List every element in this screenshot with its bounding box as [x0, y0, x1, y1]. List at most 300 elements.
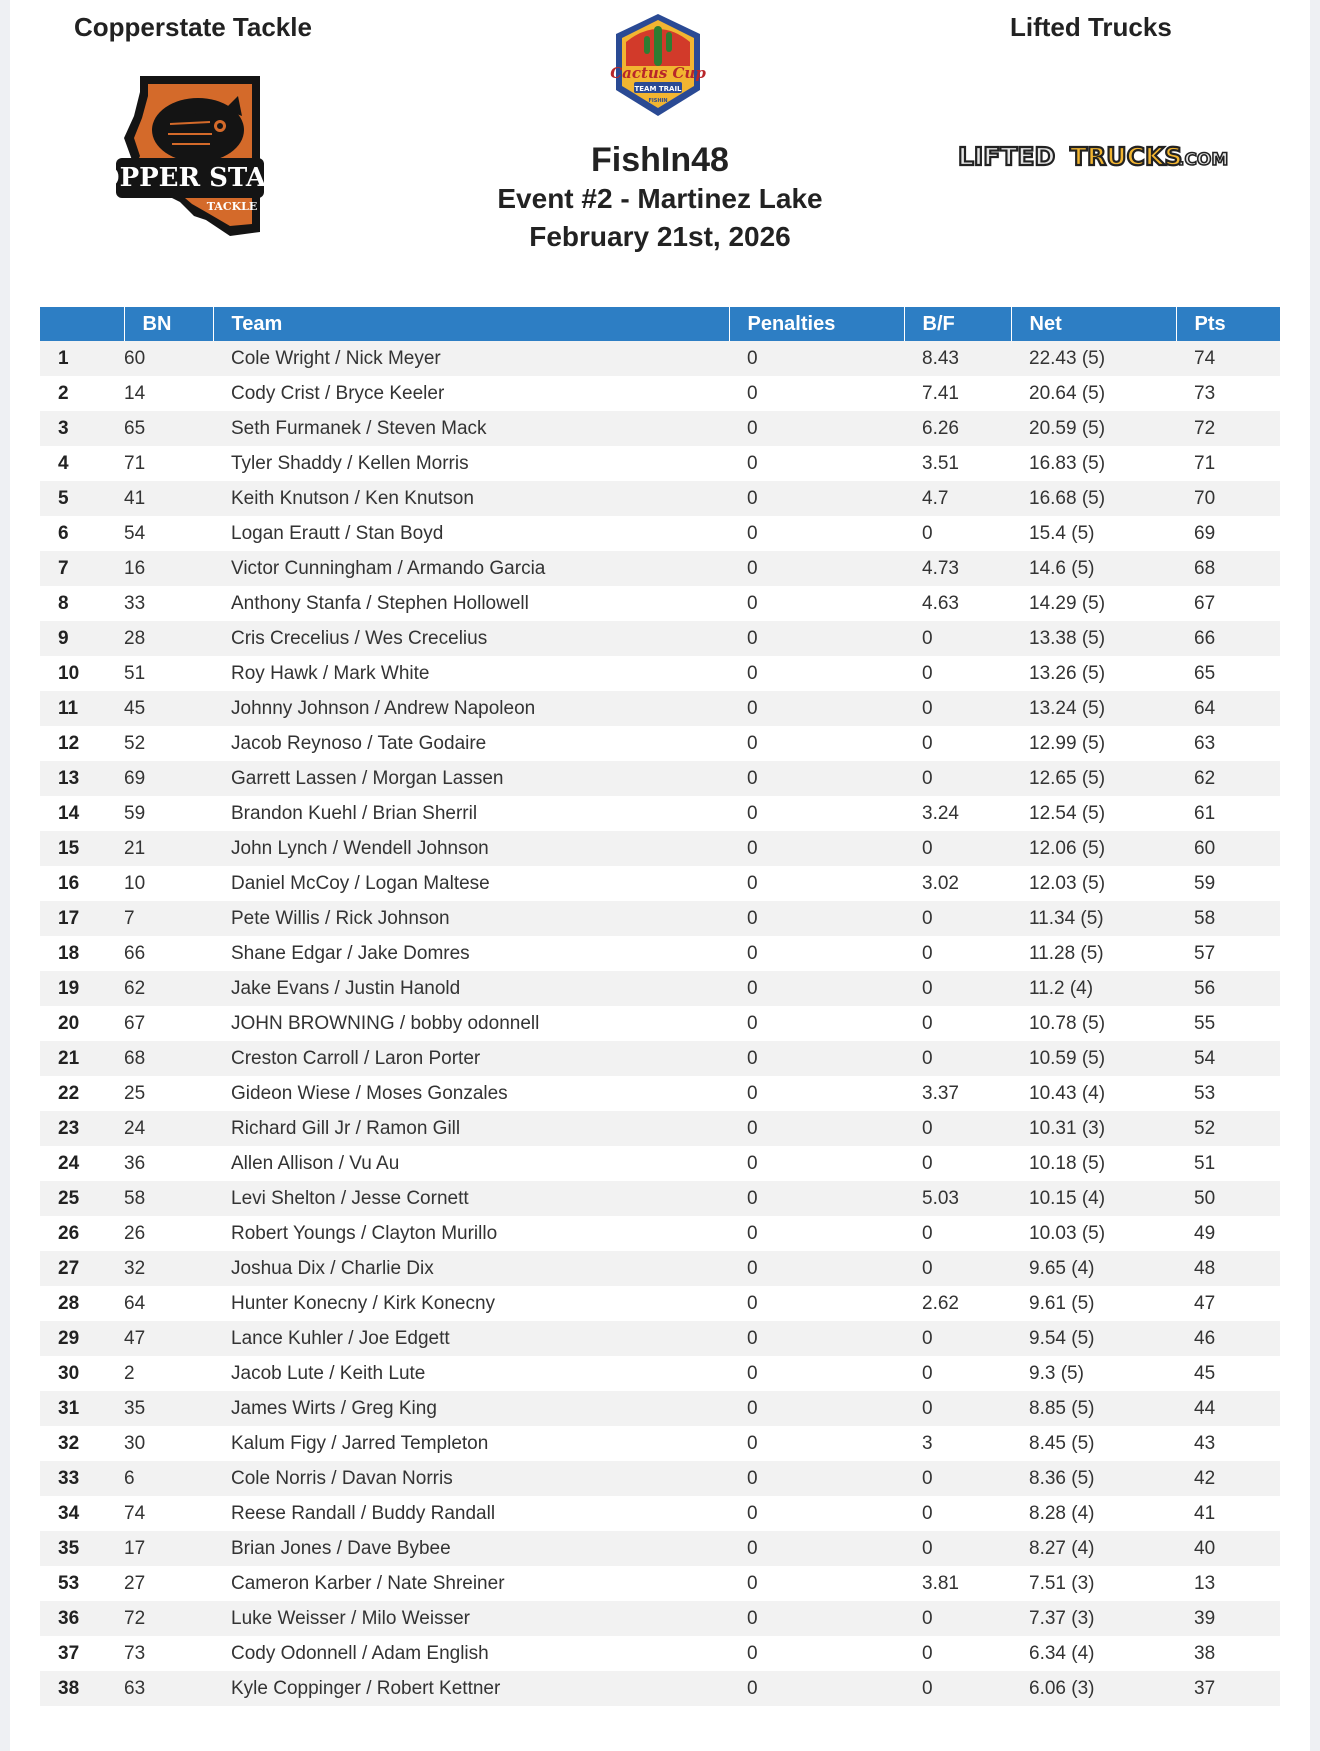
team-cell: Shane Edgar / Jake Domres [213, 936, 729, 971]
pts-cell: 44 [1176, 1391, 1280, 1426]
bn-cell: 45 [124, 691, 213, 726]
table-row [40, 1391, 1280, 1426]
left-sponsor-title: Copperstate Tackle [74, 12, 312, 42]
table-row [40, 1216, 1280, 1251]
pts-cell: 50 [1176, 1181, 1280, 1216]
penalties-cell: 0 [729, 1461, 904, 1496]
table-row [40, 831, 1280, 866]
bn-cell: 52 [124, 726, 213, 761]
table-row [40, 1041, 1280, 1076]
net-cell: 12.99 (5) [1011, 726, 1176, 761]
table-row [40, 1111, 1280, 1146]
penalties-cell: 0 [729, 761, 904, 796]
table-row [40, 1671, 1280, 1706]
team-cell: JOHN BROWNING / bobby odonnell [213, 1006, 729, 1041]
event-header [310, 140, 1010, 256]
table-row [40, 1356, 1280, 1391]
team-cell: Pete Willis / Rick Johnson [213, 901, 729, 936]
table-row [40, 1006, 1280, 1041]
net-cell: 13.24 (5) [1011, 691, 1176, 726]
team-cell: Seth Furmanek / Steven Mack [213, 411, 729, 446]
pts-cell: 52 [1176, 1111, 1280, 1146]
penalties-cell: 0 [729, 831, 904, 866]
penalties-cell: 0 [729, 1041, 904, 1076]
team-cell: Richard Gill Jr / Ramon Gill [213, 1111, 729, 1146]
team-cell: Anthony Stanfa / Stephen Hollowell [213, 586, 729, 621]
net-cell: 6.34 (4) [1011, 1636, 1176, 1671]
table-row [40, 1076, 1280, 1111]
place-cell: 27 [40, 1251, 124, 1286]
net-cell: 12.54 (5) [1011, 796, 1176, 831]
penalties-cell: 0 [729, 1321, 904, 1356]
penalties-cell: 0 [729, 341, 904, 376]
net-cell: 14.6 (5) [1011, 551, 1176, 586]
place-cell: 38 [40, 1671, 124, 1706]
pts-cell: 59 [1176, 866, 1280, 901]
table-row [40, 621, 1280, 656]
net-cell: 20.59 (5) [1011, 411, 1176, 446]
net-cell: 6.06 (3) [1011, 1671, 1176, 1706]
table-row [40, 1321, 1280, 1356]
place-cell: 30 [40, 1356, 124, 1391]
table-row [40, 656, 1280, 691]
copperstate-logo-text: COPPER STATE [76, 163, 304, 193]
penalties-cell: 0 [729, 376, 904, 411]
place-cell: 26 [40, 1216, 124, 1251]
penalties-cell: 0 [729, 481, 904, 516]
bn-cell: 6 [124, 1461, 213, 1496]
bn-cell: 32 [124, 1251, 213, 1286]
event-name: FishIn48 [591, 141, 729, 179]
team-cell: Cris Crecelius / Wes Crecelius [213, 621, 729, 656]
pts-cell: 63 [1176, 726, 1280, 761]
pts-cell: 67 [1176, 586, 1280, 621]
net-cell: 7.51 (3) [1011, 1566, 1176, 1601]
pts-cell: 43 [1176, 1426, 1280, 1461]
bf-cell: 0 [904, 726, 1011, 761]
event-date: February 21st, 2026 [529, 221, 791, 252]
pts-cell: 58 [1176, 901, 1280, 936]
bn-cell: 67 [124, 1006, 213, 1041]
penalties-cell: 0 [729, 1671, 904, 1706]
net-cell: 9.3 (5) [1011, 1356, 1176, 1391]
pts-cell: 47 [1176, 1286, 1280, 1321]
team-cell: Cameron Karber / Nate Shreiner [213, 1566, 729, 1601]
cactus-cup-logo-subtext: TEAM TRAIL [634, 85, 682, 93]
net-cell: 14.29 (5) [1011, 586, 1176, 621]
pts-cell: 42 [1176, 1461, 1280, 1496]
results-table [40, 307, 1280, 1706]
pts-cell: 45 [1176, 1356, 1280, 1391]
net-cell: 22.43 (5) [1011, 341, 1176, 376]
bf-cell: 3.51 [904, 446, 1011, 481]
bf-cell: 3.81 [904, 1566, 1011, 1601]
bn-cell: 69 [124, 761, 213, 796]
bn-cell: 35 [124, 1391, 213, 1426]
penalties-cell: 0 [729, 1601, 904, 1636]
team-cell: Tyler Shaddy / Kellen Morris [213, 446, 729, 481]
team-cell: John Lynch / Wendell Johnson [213, 831, 729, 866]
pts-cell: 72 [1176, 411, 1280, 446]
net-cell: 16.83 (5) [1011, 446, 1176, 481]
pts-cell: 61 [1176, 796, 1280, 831]
team-cell: Gideon Wiese / Moses Gonzales [213, 1076, 729, 1111]
bn-cell: 10 [124, 866, 213, 901]
bn-cell: 63 [124, 1671, 213, 1706]
place-cell: 22 [40, 1076, 124, 1111]
bn-cell: 30 [124, 1426, 213, 1461]
net-cell: 13.38 (5) [1011, 621, 1176, 656]
penalties-cell: 0 [729, 551, 904, 586]
bf-cell: 0 [904, 1216, 1011, 1251]
pts-cell: 73 [1176, 376, 1280, 411]
pts-cell: 71 [1176, 446, 1280, 481]
bf-cell: 3.37 [904, 1076, 1011, 1111]
team-cell: Reese Randall / Buddy Randall [213, 1496, 729, 1531]
place-cell: 8 [40, 586, 124, 621]
team-cell: Hunter Konecny / Kirk Konecny [213, 1286, 729, 1321]
bf-cell: 3.02 [904, 866, 1011, 901]
table-row [40, 1426, 1280, 1461]
bf-cell: 4.63 [904, 586, 1011, 621]
pts-cell: 54 [1176, 1041, 1280, 1076]
team-cell: James Wirts / Greg King [213, 1391, 729, 1426]
bn-cell: 21 [124, 831, 213, 866]
net-cell: 7.37 (3) [1011, 1601, 1176, 1636]
place-cell: 32 [40, 1426, 124, 1461]
place-cell: 21 [40, 1041, 124, 1076]
bn-cell: 7 [124, 901, 213, 936]
penalties-cell: 0 [729, 1111, 904, 1146]
place-cell: 5 [40, 481, 124, 516]
bn-cell: 47 [124, 1321, 213, 1356]
net-cell: 12.65 (5) [1011, 761, 1176, 796]
pts-cell: 37 [1176, 1671, 1280, 1706]
penalties-cell: 0 [729, 621, 904, 656]
table-row [40, 1251, 1280, 1286]
table-row [40, 761, 1280, 796]
penalties-cell: 0 [729, 1251, 904, 1286]
bf-cell: 0 [904, 971, 1011, 1006]
bf-cell: 0 [904, 1531, 1011, 1566]
place-cell: 7 [40, 551, 124, 586]
place-cell: 24 [40, 1146, 124, 1181]
table-header-row [40, 307, 1280, 341]
penalties-cell: 0 [729, 1426, 904, 1461]
bn-cell: 33 [124, 586, 213, 621]
penalties-cell: 0 [729, 411, 904, 446]
team-cell: Jacob Reynoso / Tate Godaire [213, 726, 729, 761]
bf-cell: 0 [904, 1111, 1011, 1146]
penalties-cell: 0 [729, 1636, 904, 1671]
bf-cell: 0 [904, 1041, 1011, 1076]
place-cell: 13 [40, 761, 124, 796]
team-cell: Cody Odonnell / Adam English [213, 1636, 729, 1671]
bn-cell: 73 [124, 1636, 213, 1671]
table-row [40, 1146, 1280, 1181]
bn-cell: 41 [124, 481, 213, 516]
bf-cell: 7.41 [904, 376, 1011, 411]
table-row [40, 1461, 1280, 1496]
pts-cell: 64 [1176, 691, 1280, 726]
bf-cell: 0 [904, 761, 1011, 796]
pts-cell: 13 [1176, 1566, 1280, 1601]
team-cell: Creston Carroll / Laron Porter [213, 1041, 729, 1076]
team-cell: Allen Allison / Vu Au [213, 1146, 729, 1181]
place-cell: 19 [40, 971, 124, 1006]
net-cell: 12.03 (5) [1011, 866, 1176, 901]
bn-cell: 26 [124, 1216, 213, 1251]
bf-cell: 0 [904, 1391, 1011, 1426]
bn-cell: 28 [124, 621, 213, 656]
table-row [40, 411, 1280, 446]
table-row [40, 936, 1280, 971]
bf-cell: 0 [904, 1251, 1011, 1286]
bf-cell: 3 [904, 1426, 1011, 1461]
lifted-trucks-logo-suffix-text: .COM [1178, 150, 1229, 170]
place-cell: 11 [40, 691, 124, 726]
team-cell: Brian Jones / Dave Bybee [213, 1531, 729, 1566]
pts-cell: 39 [1176, 1601, 1280, 1636]
penalties-cell: 0 [729, 971, 904, 1006]
penalties-cell: 0 [729, 1006, 904, 1041]
net-cell: 8.85 (5) [1011, 1391, 1176, 1426]
penalties-cell: 0 [729, 446, 904, 481]
pts-cell: 53 [1176, 1076, 1280, 1111]
bn-cell: 16 [124, 551, 213, 586]
penalties-cell: 0 [729, 586, 904, 621]
table-row [40, 481, 1280, 516]
place-cell: 36 [40, 1601, 124, 1636]
penalties-cell: 0 [729, 516, 904, 551]
bf-cell: 0 [904, 1146, 1011, 1181]
table-row [40, 446, 1280, 481]
place-cell: 14 [40, 796, 124, 831]
lifted-trucks-logo-text: LIFTED [958, 142, 1056, 171]
place-cell: 29 [40, 1321, 124, 1356]
copperstate-tackle-logo [76, 72, 304, 242]
results-table-body [40, 341, 1280, 1706]
table-row [40, 1601, 1280, 1636]
place-cell: 12 [40, 726, 124, 761]
bn-cell: 68 [124, 1041, 213, 1076]
net-cell: 10.59 (5) [1011, 1041, 1176, 1076]
pts-cell: 38 [1176, 1636, 1280, 1671]
bn-cell: 17 [124, 1531, 213, 1566]
team-cell: Joshua Dix / Charlie Dix [213, 1251, 729, 1286]
place-cell: 53 [40, 1566, 124, 1601]
place-cell: 37 [40, 1636, 124, 1671]
net-cell: 10.78 (5) [1011, 1006, 1176, 1041]
team-cell: Kalum Figy / Jarred Templeton [213, 1426, 729, 1461]
cactus-cup-logo [612, 12, 704, 120]
place-cell: 9 [40, 621, 124, 656]
place-cell: 31 [40, 1391, 124, 1426]
results-page [10, 0, 1310, 1751]
bf-cell: 0 [904, 691, 1011, 726]
team-cell: Cole Wright / Nick Meyer [213, 341, 729, 376]
place-cell: 3 [40, 411, 124, 446]
net-cell: 10.03 (5) [1011, 1216, 1176, 1251]
bf-cell: 0 [904, 1496, 1011, 1531]
bf-cell: 0 [904, 831, 1011, 866]
team-cell: Jacob Lute / Keith Lute [213, 1356, 729, 1391]
lifted-trucks-logo-accent-text: TRUCKS [1070, 142, 1183, 171]
bf-cell: 0 [904, 901, 1011, 936]
place-cell: 20 [40, 1006, 124, 1041]
penalties-cell: 0 [729, 1496, 904, 1531]
penalties-cell: 0 [729, 1566, 904, 1601]
net-cell: 8.28 (4) [1011, 1496, 1176, 1531]
bf-cell: 0 [904, 1321, 1011, 1356]
pts-cell: 55 [1176, 1006, 1280, 1041]
place-cell: 34 [40, 1496, 124, 1531]
bn-cell: 14 [124, 376, 213, 411]
team-cell: Cody Crist / Bryce Keeler [213, 376, 729, 411]
table-row [40, 1496, 1280, 1531]
table-row [40, 901, 1280, 936]
penalties-cell: 0 [729, 1356, 904, 1391]
penalties-cell: 0 [729, 1076, 904, 1111]
penalties-cell: 0 [729, 796, 904, 831]
table-row [40, 516, 1280, 551]
table-row [40, 376, 1280, 411]
pts-cell: 68 [1176, 551, 1280, 586]
bf-cell: 0 [904, 1601, 1011, 1636]
penalties-cell: 0 [729, 656, 904, 691]
penalties-cell: 0 [729, 866, 904, 901]
right-sponsor-title: Lifted Trucks [1010, 12, 1172, 42]
copperstate-logo-subtext: TACKLE [206, 200, 258, 213]
table-row [40, 796, 1280, 831]
team-cell: Garrett Lassen / Morgan Lassen [213, 761, 729, 796]
place-header [40, 307, 124, 341]
table-row [40, 1531, 1280, 1566]
team-cell: Johnny Johnson / Andrew Napoleon [213, 691, 729, 726]
place-cell: 6 [40, 516, 124, 551]
pts-cell: 74 [1176, 341, 1280, 376]
pts-cell: 56 [1176, 971, 1280, 1006]
table-row [40, 866, 1280, 901]
bn-cell: 36 [124, 1146, 213, 1181]
penalties-cell: 0 [729, 1181, 904, 1216]
table-row [40, 971, 1280, 1006]
team-cell: Kyle Coppinger / Robert Kettner [213, 1671, 729, 1706]
team-cell: Levi Shelton / Jesse Cornett [213, 1181, 729, 1216]
team-cell: Keith Knutson / Ken Knutson [213, 481, 729, 516]
bf-cell: 0 [904, 1356, 1011, 1391]
bn-cell: 65 [124, 411, 213, 446]
team-cell: Jake Evans / Justin Hanold [213, 971, 729, 1006]
team-cell: Brandon Kuehl / Brian Sherril [213, 796, 729, 831]
bn-cell: 25 [124, 1076, 213, 1111]
bf-cell: 0 [904, 936, 1011, 971]
penalties-cell: 0 [729, 1391, 904, 1426]
net-cell: 16.68 (5) [1011, 481, 1176, 516]
bn-cell: 59 [124, 796, 213, 831]
pts-cell: 41 [1176, 1496, 1280, 1531]
net-cell: 10.43 (4) [1011, 1076, 1176, 1111]
bf-cell: 0 [904, 1461, 1011, 1496]
bf-cell: 0 [904, 1636, 1011, 1671]
bn-cell: 54 [124, 516, 213, 551]
pts-cell: 69 [1176, 516, 1280, 551]
place-cell: 4 [40, 446, 124, 481]
place-cell: 18 [40, 936, 124, 971]
net-cell: 9.61 (5) [1011, 1286, 1176, 1321]
net-cell: 10.31 (3) [1011, 1111, 1176, 1146]
cactus-cup-logo-tiny-text: FISHIN [648, 98, 668, 104]
pts-cell: 66 [1176, 621, 1280, 656]
team-cell: Lance Kuhler / Joe Edgett [213, 1321, 729, 1356]
net-cell: 12.06 (5) [1011, 831, 1176, 866]
pts-header: Pts [1176, 307, 1280, 341]
penalties-cell: 0 [729, 726, 904, 761]
penalties-cell: 0 [729, 1531, 904, 1566]
net-header: Net [1011, 307, 1176, 341]
pts-cell: 70 [1176, 481, 1280, 516]
pts-cell: 51 [1176, 1146, 1280, 1181]
bn-cell: 24 [124, 1111, 213, 1146]
bn-cell: 60 [124, 341, 213, 376]
bf-cell: 6.26 [904, 411, 1011, 446]
pts-cell: 48 [1176, 1251, 1280, 1286]
bn-cell: 62 [124, 971, 213, 1006]
table-row [40, 1636, 1280, 1671]
team-cell: Luke Weisser / Milo Weisser [213, 1601, 729, 1636]
table-row [40, 1286, 1280, 1321]
place-cell: 2 [40, 376, 124, 411]
bn-cell: 64 [124, 1286, 213, 1321]
table-row [40, 586, 1280, 621]
net-cell: 11.2 (4) [1011, 971, 1176, 1006]
table-row [40, 726, 1280, 761]
net-cell: 11.28 (5) [1011, 936, 1176, 971]
place-cell: 28 [40, 1286, 124, 1321]
pts-cell: 57 [1176, 936, 1280, 971]
place-cell: 25 [40, 1181, 124, 1216]
bn-header: BN [124, 307, 213, 341]
net-cell: 9.65 (4) [1011, 1251, 1176, 1286]
penalties-cell: 0 [729, 901, 904, 936]
bn-cell: 74 [124, 1496, 213, 1531]
place-cell: 1 [40, 341, 124, 376]
place-cell: 17 [40, 901, 124, 936]
bn-cell: 58 [124, 1181, 213, 1216]
pts-cell: 49 [1176, 1216, 1280, 1251]
place-cell: 33 [40, 1461, 124, 1496]
bn-cell: 51 [124, 656, 213, 691]
place-cell: 10 [40, 656, 124, 691]
pts-cell: 60 [1176, 831, 1280, 866]
bf-cell: 4.7 [904, 481, 1011, 516]
net-cell: 20.64 (5) [1011, 376, 1176, 411]
place-cell: 35 [40, 1531, 124, 1566]
table-row [40, 551, 1280, 586]
place-cell: 23 [40, 1111, 124, 1146]
net-cell: 11.34 (5) [1011, 901, 1176, 936]
pts-cell: 65 [1176, 656, 1280, 691]
pts-cell: 46 [1176, 1321, 1280, 1356]
pts-cell: 40 [1176, 1531, 1280, 1566]
bf-cell: 0 [904, 621, 1011, 656]
net-cell: 8.36 (5) [1011, 1461, 1176, 1496]
bf-cell: 0 [904, 1006, 1011, 1041]
team-cell: Robert Youngs / Clayton Murillo [213, 1216, 729, 1251]
bn-cell: 72 [124, 1601, 213, 1636]
penalties-cell: 0 [729, 936, 904, 971]
bn-cell: 71 [124, 446, 213, 481]
